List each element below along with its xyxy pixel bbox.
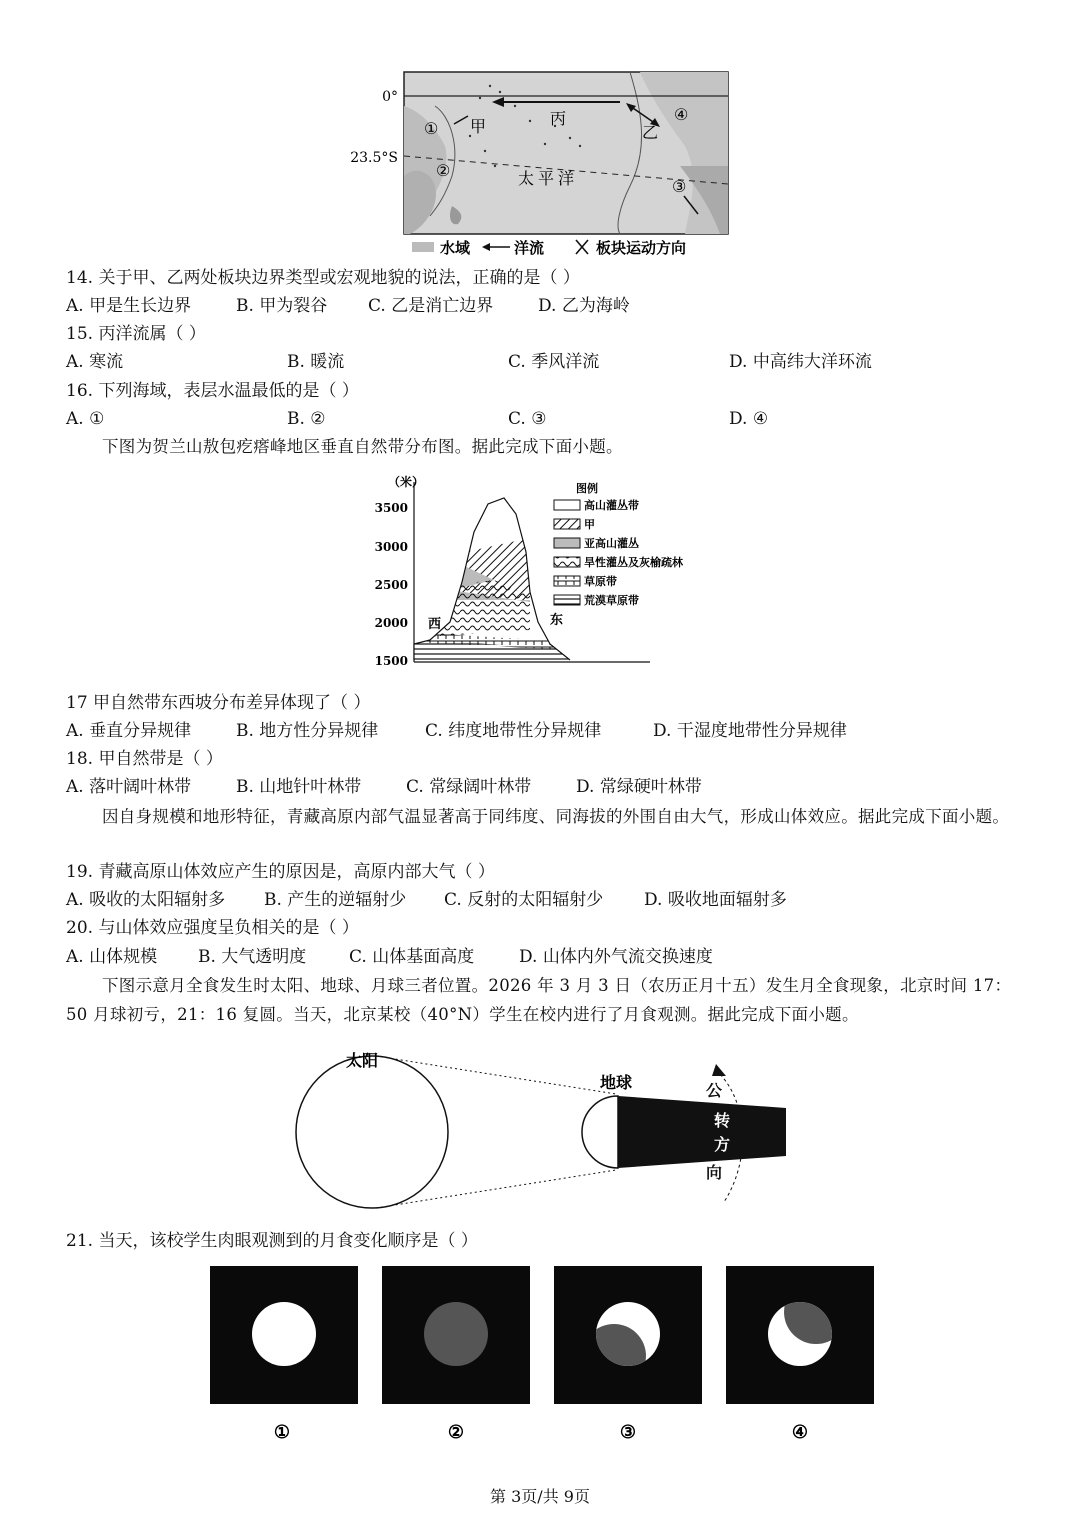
mountain-east: 东 <box>550 613 564 628</box>
map-label-bing: 丙 <box>550 109 567 128</box>
moon-label-3: ③ <box>619 1422 637 1443</box>
moon-phase-1 <box>252 1302 316 1366</box>
q20-option-c: C. 山体基面高度 <box>349 947 475 967</box>
map-legend-current: 洋流 <box>514 239 545 257</box>
q14-option-a: A. 甲是生长边界 <box>66 296 192 316</box>
q19-stem: 19. 青藏高原山体效应产生的原因是，高原内部大气（ ） <box>66 862 495 882</box>
map-mark-1: ① <box>424 119 439 138</box>
q19-option-a: A. 吸收的太阳辐射多 <box>66 890 226 910</box>
moon-label-2: ② <box>447 1422 465 1443</box>
eclipse-orbit-char: 向 <box>706 1163 723 1182</box>
mountain-tick: 3000 <box>374 540 408 554</box>
eclipse-orbit-char: 公 <box>706 1081 723 1100</box>
mountain-axis-unit: （米） <box>388 475 425 489</box>
mountain-legend-item: 草原带 <box>584 575 617 588</box>
q20-option-d: D. 山体内外气流交换速度 <box>519 947 713 967</box>
q15-option-b: B. 暖流 <box>287 352 345 372</box>
map-lat-equator: 0° <box>382 89 398 105</box>
q14-option-d: D. 乙为海岭 <box>538 296 630 316</box>
q14-stem: 14. 关于甲、乙两处板块边界类型或宏观地貌的说法，正确的是（ ） <box>66 268 580 288</box>
map-legend-plate: 板块运动方向 <box>596 239 687 257</box>
map-label-ocean: 太平洋 <box>518 169 579 188</box>
q15-stem: 15. 丙洋流属（ ） <box>66 324 206 344</box>
q19-option-b: B. 产生的逆辐射少 <box>264 890 407 910</box>
q17-option-b: B. 地方性分异规律 <box>236 721 379 741</box>
intro-eclipse: 下图示意月全食发生时太阳、地球、月球三者位置。2026 年 3 月 3 日（农历正月十五）发生月全食现象，北京时间 17：50 月球初亏，21：16 复圆。当天，北京某校（40°N）学生在校内进行了月食观测。据此完成下面小题。 <box>66 976 1012 1024</box>
q21-stem: 21. 当天，该校学生肉眼观测到的月食变化顺序是（ ） <box>66 1231 478 1251</box>
q20-option-b: B. 大气透明度 <box>198 947 307 967</box>
map-mark-4: ④ <box>674 105 689 124</box>
mountain-tick: 1500 <box>374 654 408 668</box>
mountain-tick: 2500 <box>374 578 408 592</box>
q16-option-c: C. ③ <box>508 409 547 429</box>
mountain-legend-title: 图例 <box>576 482 598 495</box>
q18-option-d: D. 常绿硬叶林带 <box>576 777 702 797</box>
map-mark-2: ② <box>436 161 451 180</box>
q16-option-d: D. ④ <box>729 409 769 429</box>
moon-label-4: ④ <box>791 1422 809 1443</box>
q18-stem: 18. 甲自然带是（ ） <box>66 749 223 769</box>
q18-option-c: C. 常绿阔叶林带 <box>406 777 532 797</box>
mountain-tick: 3500 <box>374 501 408 515</box>
q16-stem: 16. 下列海域，表层水温最低的是（ ） <box>66 381 359 401</box>
eclipse-earth-label: 地球 <box>600 1073 633 1092</box>
intro-qingzang: 因自身规模和地形特征，青藏高原内部气温显著高于同纬度、同海拔的外围自由大气，形成山体效应。据此完成下面小题。 <box>102 807 1010 826</box>
mountain-zone-diagram <box>370 472 710 672</box>
eclipse-sun-label: 太阳 <box>346 1051 379 1070</box>
mountain-legend-item: 高山灌丛带 <box>584 499 639 512</box>
mountain-west: 西 <box>428 617 442 632</box>
moon-phase-options <box>206 1262 876 1448</box>
q19-option-d: D. 吸收地面辐射多 <box>644 890 787 910</box>
intro-helan: 下图为贺兰山敖包疙瘩峰地区垂直自然带分布图。据此完成下面小题。 <box>102 437 623 456</box>
q16-option-a: A. ① <box>66 409 105 429</box>
eclipse-position-diagram <box>280 1042 800 1210</box>
mountain-legend-item: 亚高山灌丛 <box>584 537 639 550</box>
mountain-legend-item: 荒漠草原带 <box>584 594 639 607</box>
q16-option-b: B. ② <box>287 409 326 429</box>
pacific-plate-map <box>340 66 740 262</box>
q17-stem: 17 甲自然带东西坡分布差异体现了（ ） <box>66 693 371 713</box>
q18-option-b: B. 山地针叶林带 <box>236 777 362 797</box>
page-footer: 第 3页/共 9页 <box>490 1487 590 1506</box>
q18-option-a: A. 落叶阔叶林带 <box>66 777 192 797</box>
sun-circle <box>296 1056 448 1208</box>
q20-option-a: A. 山体规模 <box>66 947 158 967</box>
q17-option-d: D. 干湿度地带性分异规律 <box>653 721 847 741</box>
q14-option-c: C. 乙是消亡边界 <box>368 296 494 316</box>
q15-option-d: D. 中高纬大洋环流 <box>729 352 872 372</box>
map-legend-water: 水域 <box>440 239 471 257</box>
q17-option-c: C. 纬度地带性分异规律 <box>425 721 602 741</box>
plate-direction-icon <box>576 240 588 254</box>
q15-option-c: C. 季风洋流 <box>508 352 600 372</box>
q20-stem: 20. 与山体效应强度呈负相关的是（ ） <box>66 918 359 938</box>
map-label-jia: 甲 <box>470 117 487 136</box>
moon-label-1: ① <box>273 1422 291 1443</box>
map-mark-3: ③ <box>672 177 687 196</box>
map-lat-tropic: 23.5°S <box>350 150 398 166</box>
map-label-yi: 乙 <box>642 123 659 142</box>
q19-option-c: C. 反射的太阳辐射少 <box>444 890 604 910</box>
eclipse-orbit-char: 方 <box>714 1135 731 1154</box>
eclipse-orbit-char: 转 <box>714 1111 731 1130</box>
q17-option-a: A. 垂直分异规律 <box>66 721 192 741</box>
mountain-legend-item: 甲 <box>584 518 595 531</box>
moon-phase-2 <box>424 1302 488 1366</box>
mountain-tick: 2000 <box>374 616 408 630</box>
mountain-legend-item: 旱性灌丛及灰榆疏林 <box>584 556 683 569</box>
q14-option-b: B. 甲为裂谷 <box>236 296 328 316</box>
q15-option-a: A. 寒流 <box>66 352 124 372</box>
